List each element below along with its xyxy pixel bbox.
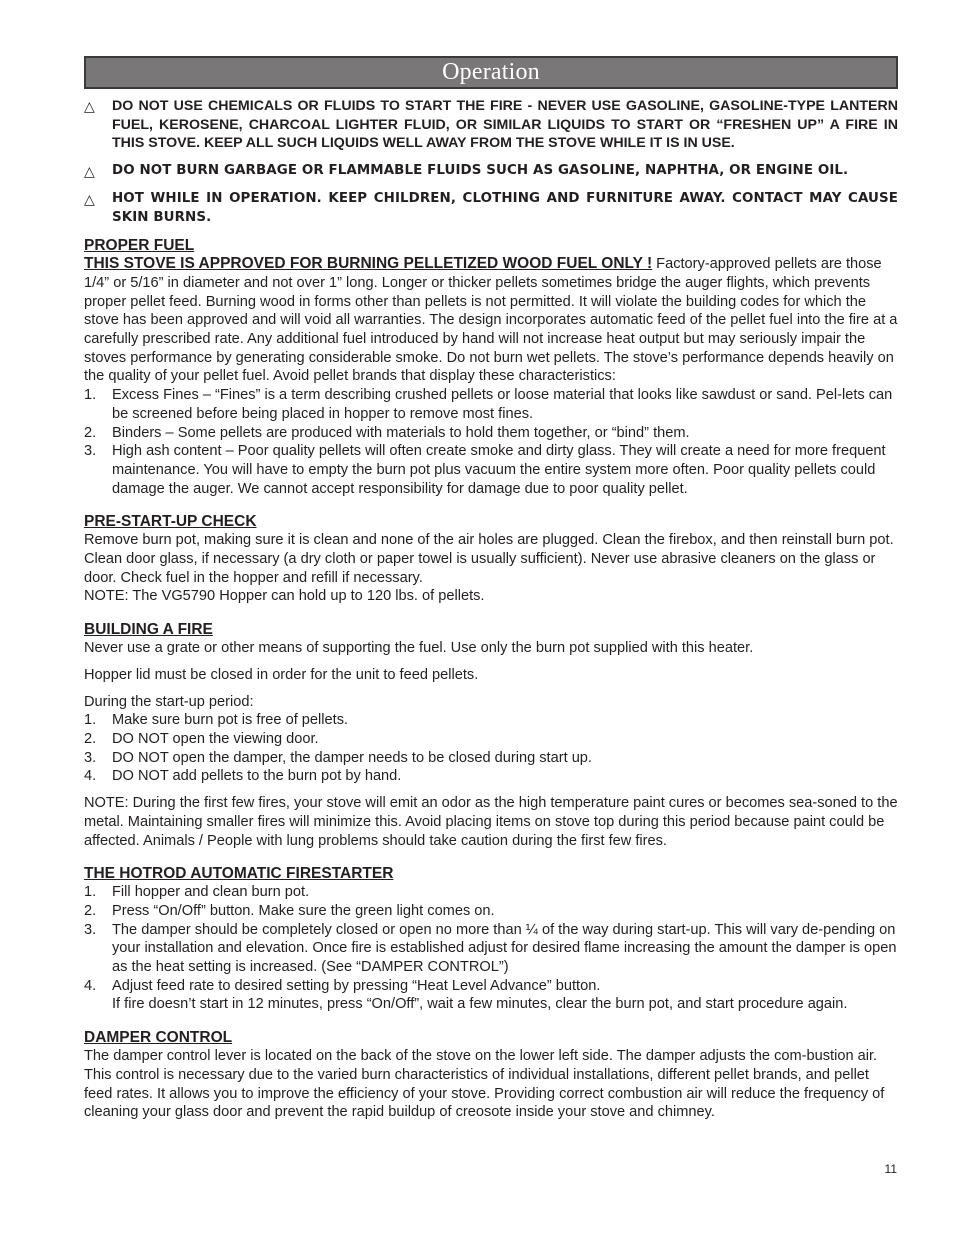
warning-triangle-icon: △ <box>84 163 95 180</box>
pre-start-section <box>84 512 898 606</box>
list-indent <box>84 995 112 1014</box>
list-number: 1. <box>84 884 97 901</box>
warning-triangle-icon: △ <box>84 98 95 114</box>
list-number: 1. <box>84 712 97 729</box>
page-content <box>84 56 898 1122</box>
section-heading: BUILDING A FIRE <box>84 621 213 639</box>
section-heading: PRE-START-UP CHECK <box>84 513 257 531</box>
list-text: DO NOT open the viewing door. <box>112 730 319 747</box>
list-text: DO NOT open the damper, the damper needs to be closed during start up. <box>112 749 592 766</box>
paragraph: Remove burn pot, making sure it is clean and none of the air holes are plugged. Clean the firebox, and then reinstall burn pot. Clean door glass, if necessary (a dry cloth or paper towel is usually sufficient). Never use abrasive cleaners on the glass or door. Check fuel in the hopper and refill if necessary. <box>84 532 894 586</box>
paragraph: The damper control lever is located on the back of the stove on the lower left side. The damper adjusts the com-bustion air. This control is necessary due to the varied burn characteristics of individual installations, different pellet brands, and pellet feed rates. It allows you to improve the efficiency of your stove. Providing correct combustion air will reduce the frequency of cleaning your glass door and prevent the rapid buildup of creosote inside your stove and chimney. <box>84 1048 885 1121</box>
section-heading: PROPER FUEL <box>84 237 195 255</box>
list-text: The damper should be completely closed or open no more than ¼ of the way during start-up. This will vary de-pending on your installation and elevation. Once fire is established adjust for desired flame increasing the amount the damper is open as the heat setting is increased. (See “DAMPER CONTROL”) <box>112 921 897 976</box>
list-number: 4. <box>84 977 97 994</box>
warning-item <box>84 97 898 153</box>
paragraph: Never use a grate or other means of supporting the fuel. Use only the burn pot supplied with this heater. <box>84 640 754 657</box>
list-item <box>84 995 898 1014</box>
list-text: Make sure burn pot is free of pellets. <box>112 712 349 729</box>
list-number: 3. <box>84 921 97 938</box>
list-text: Fill hopper and clean burn pot. <box>112 884 310 901</box>
damper-section <box>84 1028 898 1122</box>
list-text: Binders – Some pellets are produced with materials to hold them together, or “bind” them. <box>112 424 690 441</box>
list-item <box>84 711 898 730</box>
numbered-list <box>84 386 898 498</box>
list-number: 2. <box>84 902 97 919</box>
warning-item <box>84 190 898 227</box>
warning-triangle-icon: △ <box>84 190 95 207</box>
note: NOTE: The VG5790 Hopper can hold up to 120 lbs. of pellets. <box>84 588 485 605</box>
list-number: 3. <box>84 443 97 460</box>
numbered-list <box>84 883 898 1014</box>
list-item <box>84 883 898 902</box>
list-item <box>84 902 898 921</box>
warning-text: DO NOT BURN GARBAGE OR FLAMMABLE FLUIDS SUCH AS GASOLINE, NAPHTHA, OR ENGINE OIL. <box>112 163 849 179</box>
list-item <box>84 424 898 443</box>
list-item <box>84 386 898 423</box>
list-number: 3. <box>84 749 97 766</box>
page-title: Operation <box>442 59 540 85</box>
list-text: DO NOT add pellets to the burn pot by hand. <box>112 768 402 785</box>
paragraph: Hopper lid must be closed in order for the unit to feed pellets. <box>84 666 479 683</box>
building-fire-section <box>84 620 898 850</box>
list-item <box>84 767 898 786</box>
list-item <box>84 921 898 977</box>
section-banner <box>84 56 898 89</box>
body-text: Factory-approved pellets are those 1/4” or 5/16” in diameter and not over 1” long. Longer or thicker pellets sometimes bridge the auger flights, which prevents proper pellet feed. Burning wood in forms other than pellets is not permitted. It will violate the building codes for which the stove has been approved and will void all warranties. The design incorporates automatic feed of the pellet fuel into the fire at a carefully prescribed rate. Any additional fuel introduced by hand will not increase heat output but may seriously impair the stoves performance by generating considerable smoke. Do not burn wet pellets. The stove’s performance depends heavily on the quality of your pellet fuel. Avoid pellet brands that display these characteristics: <box>84 256 898 385</box>
list-number: 4. <box>84 768 97 785</box>
paragraph: During the start-up period: <box>84 693 254 710</box>
list-text: High ash content – Poor quality pellets will often create smoke and dirty glass. They will create a need for more frequent maintenance. You will have to empty the burn pot plus vacuum the entire system more often. Poor quality pellets could damage the auger. We cannot accept responsibility for damage due to poor quality pellet. <box>112 443 886 497</box>
list-item <box>84 442 898 498</box>
list-item <box>84 977 898 996</box>
paragraph <box>84 255 898 386</box>
list-item <box>84 749 898 768</box>
list-number: 1. <box>84 387 97 404</box>
list-text: If fire doesn’t start in 12 minutes, press “On/Off”, wait a few minutes, clear the burn pot, and start procedure again. <box>112 996 848 1013</box>
list-number: 2. <box>84 424 97 441</box>
section-heading: DAMPER CONTROL <box>84 1029 233 1047</box>
list-text: Excess Fines – “Fines” is a term describing crushed pellets or loose material that looks like sawdust or sand. Pel-lets can be screened before being placed in hopper to remove most fines. <box>112 387 893 422</box>
emphasis-text: THIS STOVE IS APPROVED FOR BURNING PELLETIZED WOOD FUEL ONLY ! <box>84 255 653 273</box>
list-item <box>84 730 898 749</box>
warning-item <box>84 162 898 181</box>
list-text: Adjust feed rate to desired setting by pressing “Heat Level Advance” button. <box>112 977 601 994</box>
hotrod-section <box>84 864 898 1014</box>
warning-text: DO NOT USE CHEMICALS OR FLUIDS TO START THE FIRE - NEVER USE GASOLINE, GASOLINE-TYPE LANTERN FUEL, KEROSENE, CHARCOAL LIGHTER FLUID, OR SIMILAR LIQUIDS TO START OR “FRESHEN UP” A FIRE IN THIS STOVE. KEEP ALL SUCH LIQUIDS WELL AWAY FROM THE STOVE WHILE IT IS IN USE. <box>112 98 898 152</box>
warning-text: HOT WHILE IN OPERATION. KEEP CHILDREN, CLOTHING AND FURNITURE AWAY. CONTACT MAY CAUSE SKIN BURNS. <box>112 190 898 225</box>
numbered-list <box>84 711 898 786</box>
note: NOTE: During the first few fires, your stove will emit an odor as the high temperature paint cures or becomes sea-soned to the metal. Maintaining smaller fires will minimize this. Avoid placing items on stove top during this period because paint could be affected. Animals / People with lung problems should take caution during the first few fires. <box>84 795 898 849</box>
list-number: 2. <box>84 730 97 747</box>
proper-fuel-section <box>84 236 898 498</box>
list-text: Press “On/Off” button. Make sure the green light comes on. <box>112 902 495 919</box>
page-number: 11 <box>884 1162 897 1176</box>
section-heading: THE HOTROD AUTOMATIC FIRESTARTER <box>84 865 394 883</box>
